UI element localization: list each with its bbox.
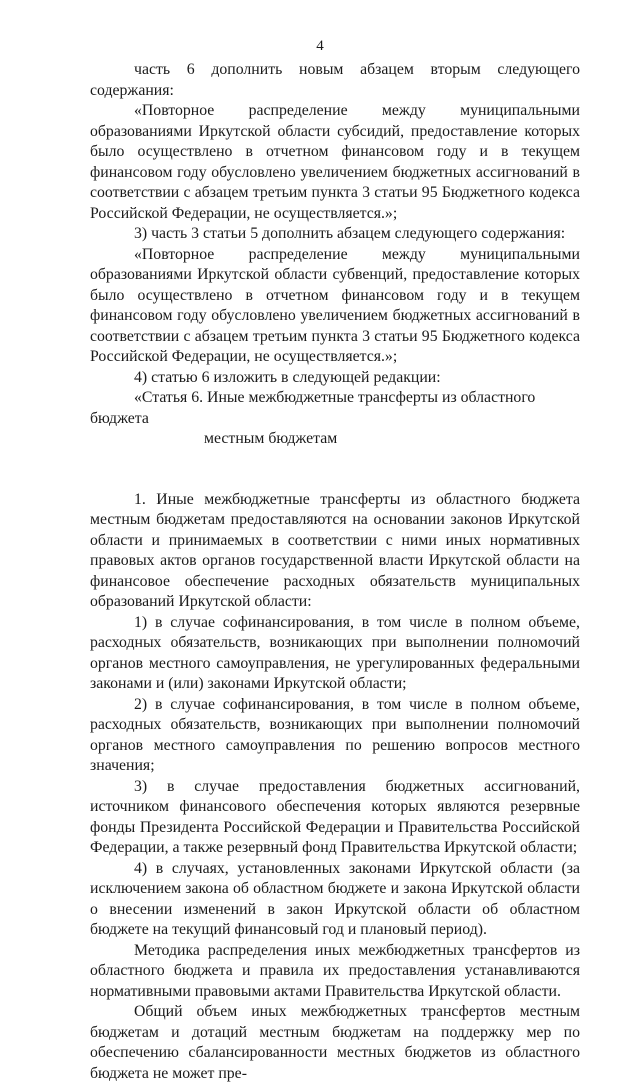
page-number: 4 (316, 38, 324, 54)
paragraph: 3) часть 3 статьи 5 дополнить абзацем следующего содержания: (134, 225, 566, 242)
article-heading-line-2: местным бюджетам (204, 430, 338, 447)
paragraph: Общий объем иных межбюджетных трансфертов местным бюджетам и дотаций местным бюджетам на поддержку мер по обеспечению сбалансированности местных бюджетов из областного бюджета не может пре- (90, 1003, 580, 1082)
paragraph: 3) в случае предоставления бюджетных ассигнований, источником финансового обеспечения которых являются резервные фонды Президента Российской Федерации и Правительства Российской Федерации, а также резервный фонд Правительства Иркутской области; (90, 777, 580, 856)
paragraph: Методика распределения иных межбюджетных трансфертов из областного бюджета и правила их предоставления устанавливаются нормативными правовыми актами Правительства Иркутской области. (90, 941, 580, 1000)
paragraph: 4) статью 6 изложить в следующей редакции: (134, 368, 441, 386)
document-body (90, 60, 580, 1084)
paragraph: «Повторное распределение между муниципальными образованиями Иркутской области субвенций, предоставление которых было осуществлено в отчетном финансовом году и в текущем финансовом году обусловлено увеличением бюджетных ассигнований в соответствии с абзацем третьим пункта 3 статьи 95 Бюджетного кодекса Российской Федерации, не осуществляется.»; (90, 245, 580, 365)
paragraph: 1) в случае софинансирования, в том числе в полном объеме, расходных обязательств, возникающих при выполнении полномочий органов местного самоуправления, не урегулированных федеральными законами и (или) законами Иркутской области; (90, 613, 580, 692)
article-heading-line-1: «Статья 6. Иные межбюджетные трансферты из областного бюджета (90, 389, 536, 427)
paragraph: часть 6 дополнить новым абзацем вторым следующего содержания: (90, 61, 580, 99)
section-spacer (90, 450, 580, 490)
paragraph: 4) в случаях, установленных законами Иркутской области (за исключением закона об областном бюджете и закона Иркутской области о внесении изменений в закон Иркутской области об областном бюджете на текущий финансовый год и плановый период). (90, 859, 580, 938)
paragraph: 2) в случае софинансирования, в том числе в полном объеме, расходных обязательств, возникающих при выполнении полномочий органов местного самоуправления по решению вопросов местного значения; (90, 695, 580, 774)
paragraph: 1. Иные межбюджетные трансферты из областного бюджета местным бюджетам предоставляются на основании законов Иркутской области и принимаемых в соответствии с ними иных нормативных правовых актов органов государственной власти Иркутской области на финансовое обеспечение расходных обязательств муниципальных образований Иркутской области: (90, 490, 580, 610)
paragraph: «Повторное распределение между муниципальными образованиями Иркутской области субсидий, предоставление которых было осуществлено в отчетном финансовом году и в текущем финансовом году обусловлено увеличением бюджетных ассигнований в соответствии с абзацем третьим пункта 3 статьи 95 Бюджетного кодекса Российской Федерации, не осуществляется.»; (90, 102, 580, 222)
article-heading (90, 388, 580, 450)
